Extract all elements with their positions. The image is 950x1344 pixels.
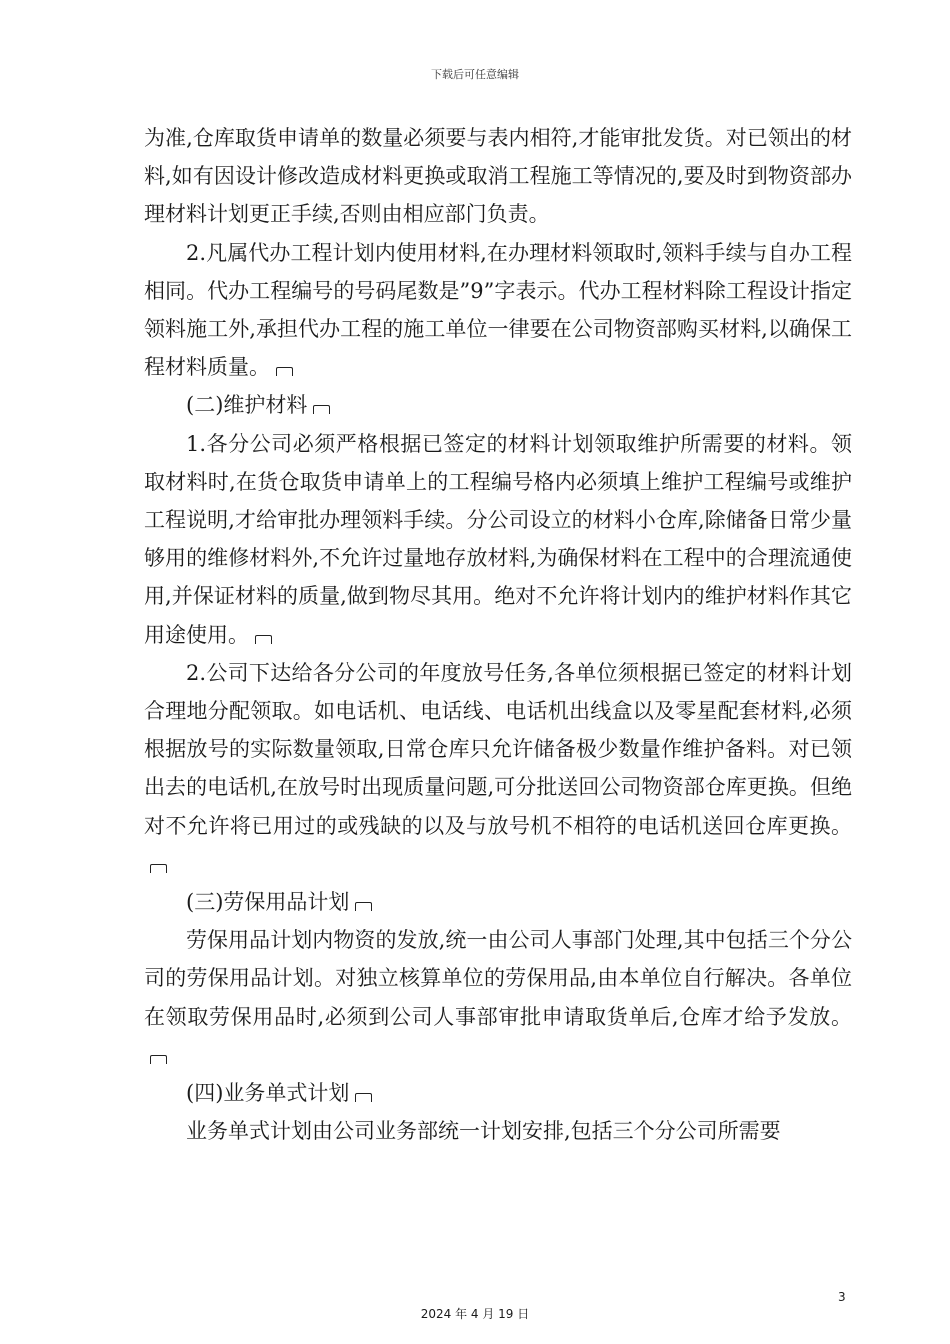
- paragraph: 2.凡属代办工程计划内使用材料,在办理材料领取时,领料手续与自办工程相同。代办工程编号的号码尾数是”9”字表示。代办工程材料除工程设计指定领料施工外,承担代办工程的施工单位一律要在公司物资部购买材料,以确保工程材料质量。: [144, 240, 852, 380]
- paragraph: 劳保用品计划内物资的发放,统一由公司人事部门处理,其中包括三个分公司的劳保用品计划。对独立核算单位的劳保用品,由本单位自行解决。各单位在领取劳保用品时,必须到公司人事部审批申请取货单后,仓库才给予发放。: [144, 921, 852, 1074]
- paragraph-mark-icon: [313, 405, 330, 414]
- paragraph: 为准,仓库取货申请单的数量必须要与表内相符,才能审批发货。对已领出的材料,如有因设计修改造成材料更换或取消工程施工等情况的,要及时到物资部办理材料计划更正手续,否则由相应部门负责。: [144, 126, 852, 227]
- paragraph-mark-icon: [255, 635, 272, 644]
- section-heading: (四)业务单式计划: [144, 1074, 852, 1112]
- section-heading: (二)维护材料: [144, 386, 852, 424]
- paragraph-mark-icon: [355, 1093, 372, 1102]
- paragraph-mark-icon: [355, 902, 372, 911]
- page-number: 3: [838, 1290, 846, 1304]
- page-footer-date: 2024 年 4 月 19 日: [420, 1307, 530, 1321]
- paragraph-mark-icon: [276, 367, 293, 376]
- section-heading: (三)劳保用品计划: [144, 883, 852, 921]
- page-header: 下载后可任意编辑: [431, 68, 519, 81]
- paragraph: 2.公司下达给各分公司的年度放号任务,各单位须根据已签定的材料计划合理地分配领取。如电话机、电话线、电话机出线盒以及零星配套材料,必须根据放号的实际数量领取,日常仓库只允许储备极少数量作维护备料。对已领出去的电话机,在放号时出现质量问题,可分批送回公司物资部仓库更换。但绝对不允许将已用过的或残缺的以及与放号机不相符的电话机送回仓库更换。: [144, 654, 852, 883]
- document-body: [144, 119, 852, 1150]
- paragraph-mark-icon: [150, 1055, 167, 1064]
- paragraph: 1.各分公司必须严格根据已签定的材料计划领取维护所需要的材料。领取材料时,在货仓取货申请单上的工程编号格内必须填上维护工程编号或维护工程说明,才给审批办理领料手续。分公司设立的材料小仓库,除储备日常少量够用的维修材料外,不允许过量地存放材料,为确保材料在工程中的合理流通使用,并保证材料的质量,做到物尽其用。绝对不允许将计划内的维护材料作其它用途使用。: [144, 431, 852, 647]
- paragraph-mark-icon: [150, 864, 167, 873]
- paragraph: 业务单式计划由公司业务部统一计划安排,包括三个分公司所需要: [186, 1119, 781, 1144]
